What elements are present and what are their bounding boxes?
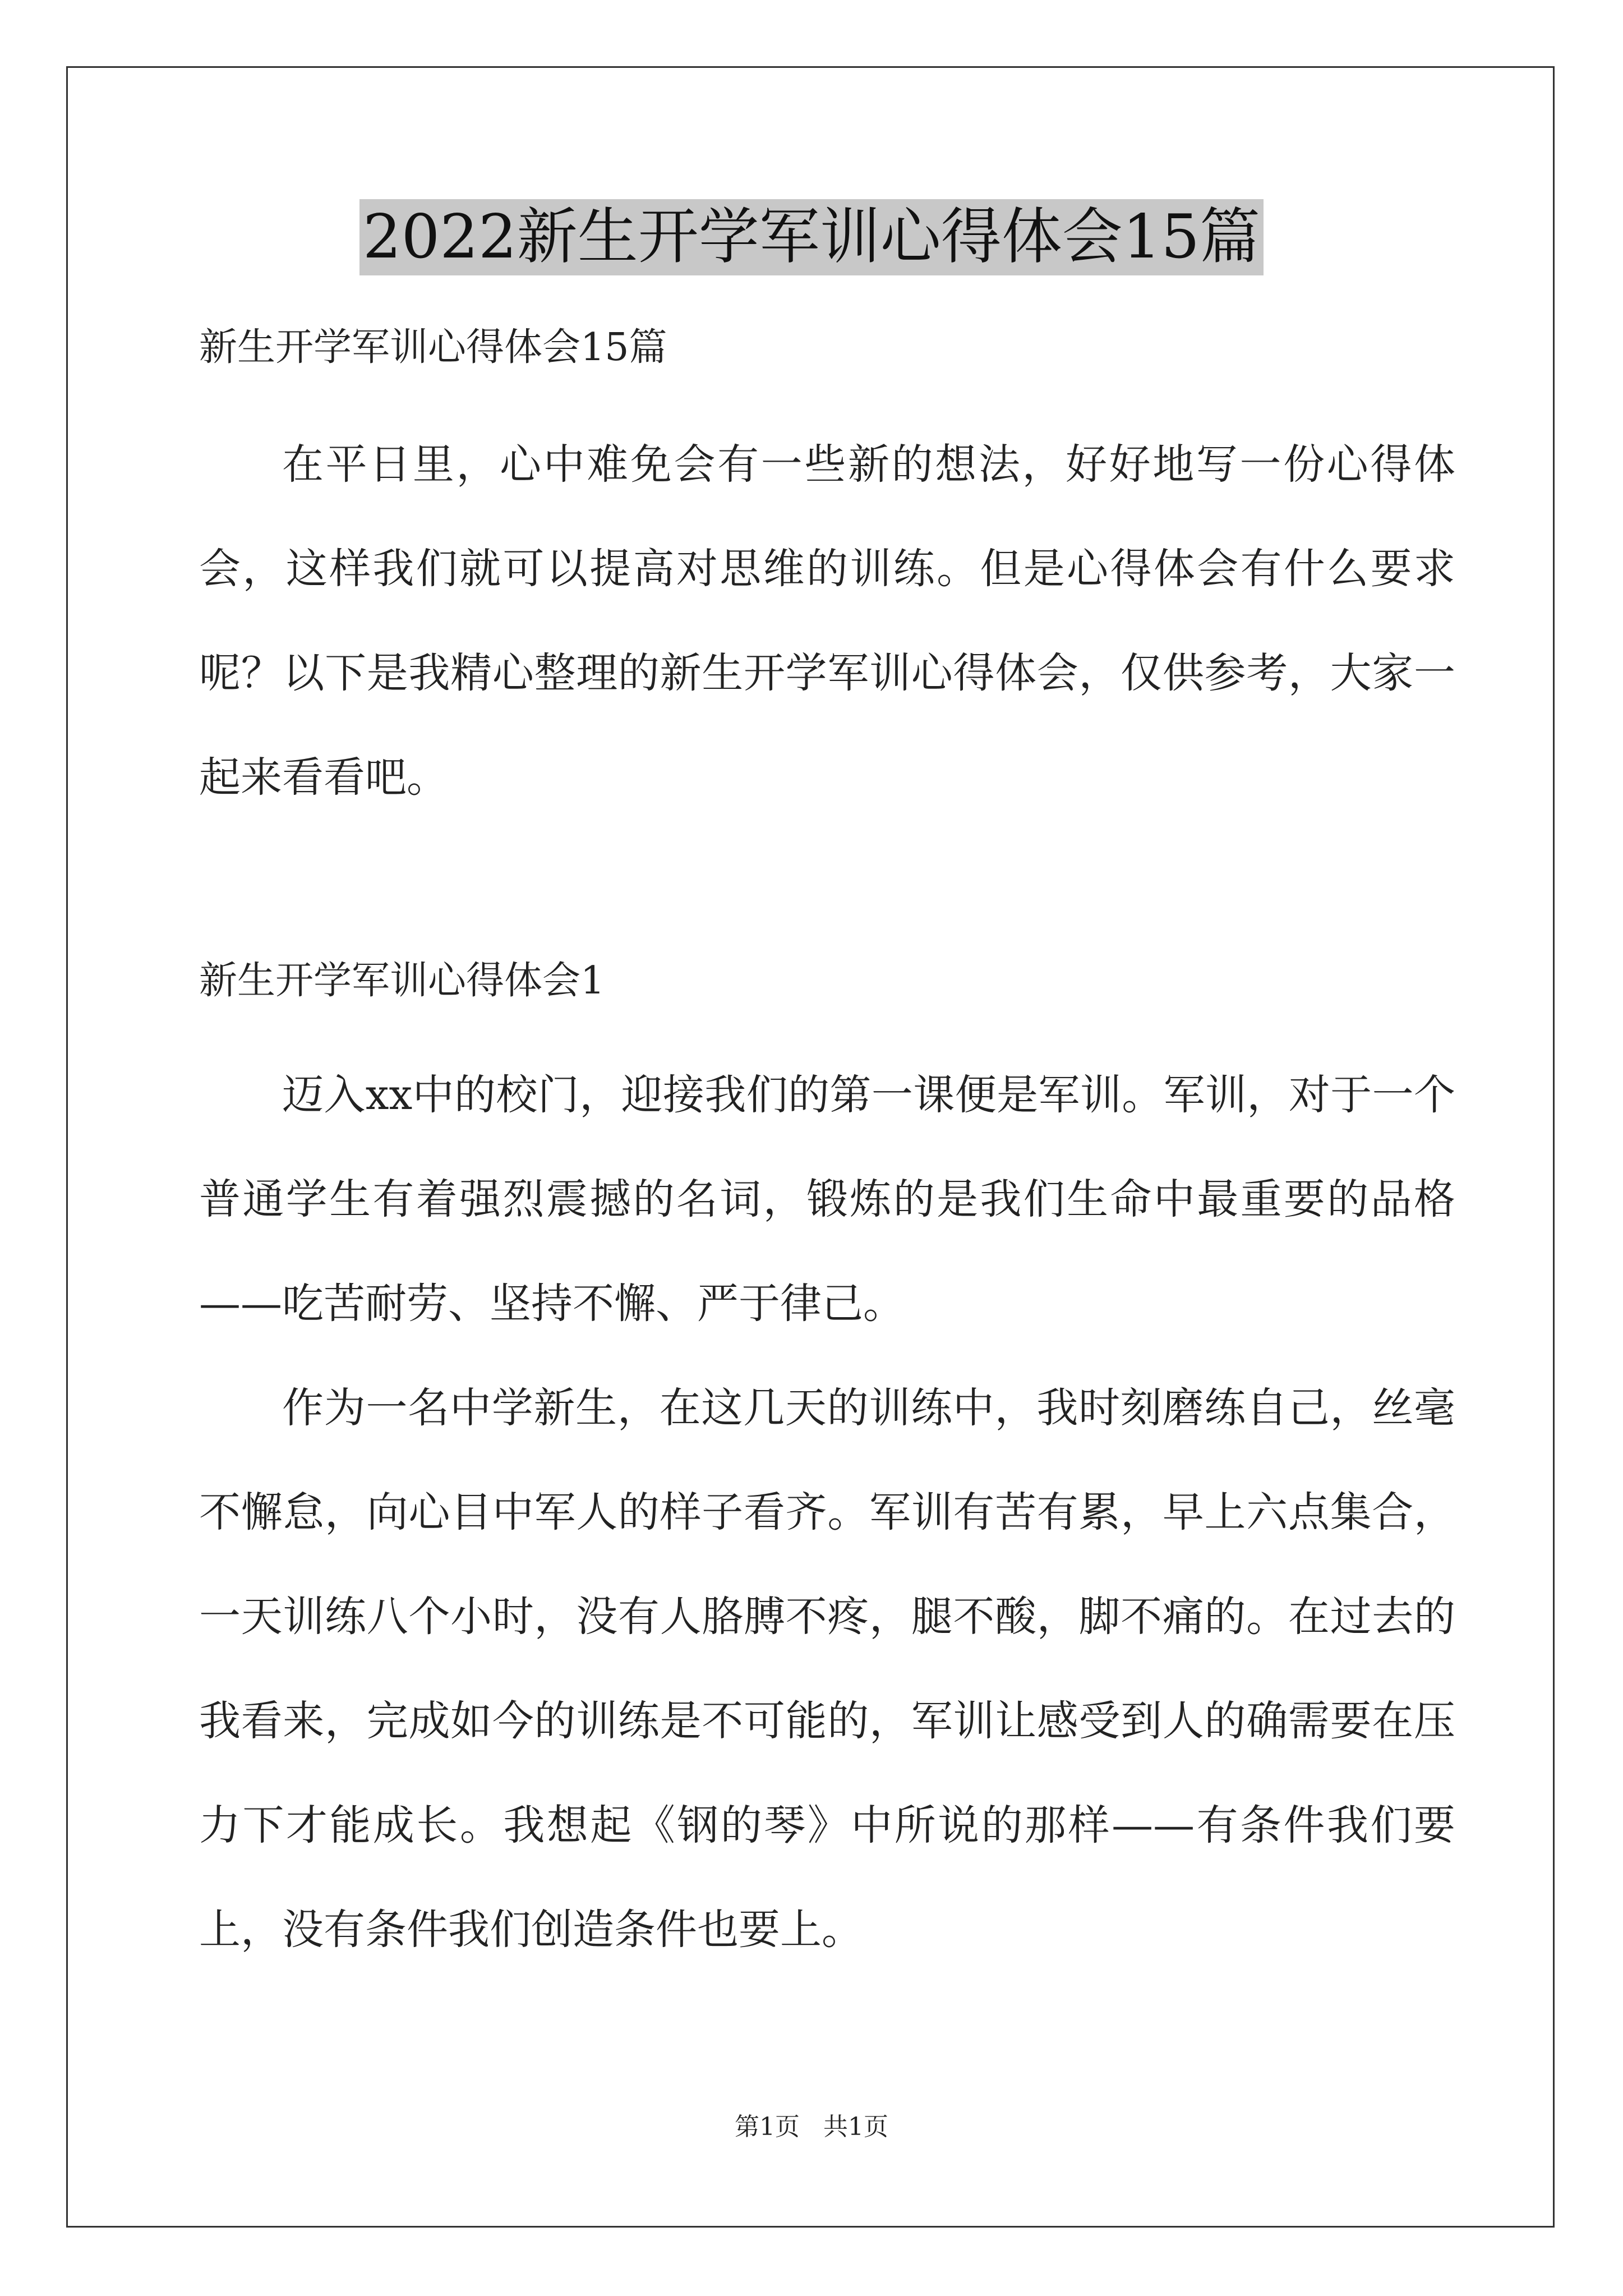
section-heading: 新生开学军训心得体会1 [199, 959, 605, 1003]
title-container [0, 199, 1623, 275]
page-footer: 第1页 共1页 [735, 2113, 888, 2141]
section-paragraph: 迈入xx中的校门，迎接我们的第一课便是军训。军训，对于一个普通学生有着强烈震撼的名词，锻炼的是我们生命中最重要的品格——吃苦耐劳、坚持不懈、严于律己。 [199, 1071, 1455, 1328]
document-body [199, 292, 1455, 1982]
intro-paragraph: 在平日里，心中难免会有一些新的想法，好好地写一份心得体会，这样我们就可以提高对思维的训练。但是心得体会有什么要求呢？以下是我精心整理的新生开学军训心得体会，仅供参考，大家一起来看看吧。 [199, 440, 1455, 802]
section-paragraph: 作为一名中学新生，在这几天的训练中，我时刻磨练自己，丝毫不懈怠，向心目中军人的样子看齐。军训有苦有累，早上六点集合，一天训练八个小时，没有人胳膊不疼，腿不酸，脚不痛的。在过去的我看来，完成如今的训练是不可能的，军训让感受到人的确需要在压力下才能成长。我想起《钢的琴》中所说的那样——有条件我们要上，没有条件我们创造条件也要上。 [199, 1384, 1455, 1954]
document-title: 2022新生开学军训心得体会15篇 [359, 199, 1264, 275]
document-subtitle: 新生开学军训心得体会15篇 [199, 325, 667, 370]
